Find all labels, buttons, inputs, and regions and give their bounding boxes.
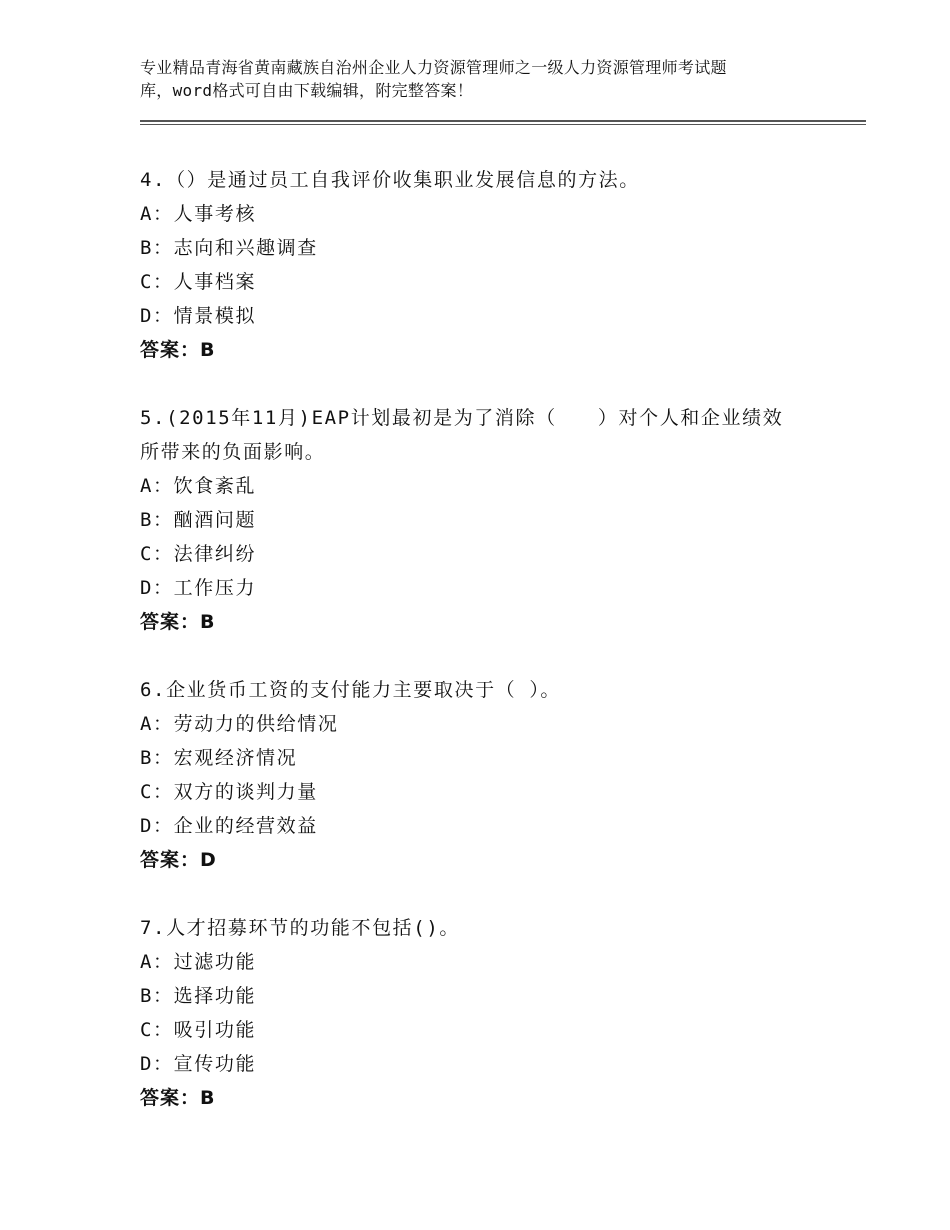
option-b: B：选择功能 [140,985,257,1007]
header-title-line-2: 库，word格式可自由下载编辑，附完整答案！ [140,81,474,100]
question-7 [140,911,830,1115]
answer-value: B [200,611,216,633]
option-c: C：法律纠纷 [140,543,257,565]
question-stem: 6.企业货币工资的支付能力主要取决于（ ）。 [140,679,562,701]
answer-label: 答案： [140,611,201,633]
question-stem-continued: 所带来的负面影响。 [140,441,326,463]
option-b: B：酗酒问题 [140,509,257,531]
header-title-line-1: 专业精品青海省黄南藏族自治州企业人力资源管理师之一级人力资源管理师考试题 [140,58,727,77]
answer-line [140,1081,830,1115]
question-stem: 5.(2015年11月)EAP计划最初是为了消除（ ）对个人和企业绩效 [140,407,784,429]
question-5 [140,401,830,639]
question-6 [140,673,830,877]
option-d: D：工作压力 [140,577,257,599]
option-a: A：饮食紊乱 [140,475,257,497]
option-a: A：劳动力的供给情况 [140,713,339,735]
answer-value: B [200,339,216,361]
answer-line [140,333,830,367]
option-a: A：过滤功能 [140,951,257,973]
option-c: C：人事档案 [140,271,257,293]
option-a: A：人事考核 [140,203,257,225]
question-stem: 4.（）是通过员工自我评价收集职业发展信息的方法。 [140,169,640,191]
option-d: D：企业的经营效益 [140,815,318,837]
answer-label: 答案： [140,339,201,361]
question-stem: 7.人才招募环节的功能不包括()。 [140,917,460,939]
option-d: D：宣传功能 [140,1053,257,1075]
document-header [140,56,830,102]
header-divider-thick [140,120,866,122]
option-c: C：吸引功能 [140,1019,257,1041]
header-divider-thin [140,124,866,125]
answer-value: D [200,849,217,871]
option-c: C：双方的谈判力量 [140,781,318,803]
question-list [140,163,830,1149]
option-b: B：志向和兴趣调查 [140,237,318,259]
answer-label: 答案： [140,849,201,871]
answer-value: B [200,1087,216,1109]
question-4 [140,163,830,367]
option-b: B：宏观经济情况 [140,747,298,769]
answer-label: 答案： [140,1087,201,1109]
answer-line [140,843,830,877]
option-d: D：情景模拟 [140,305,257,327]
answer-line [140,605,830,639]
